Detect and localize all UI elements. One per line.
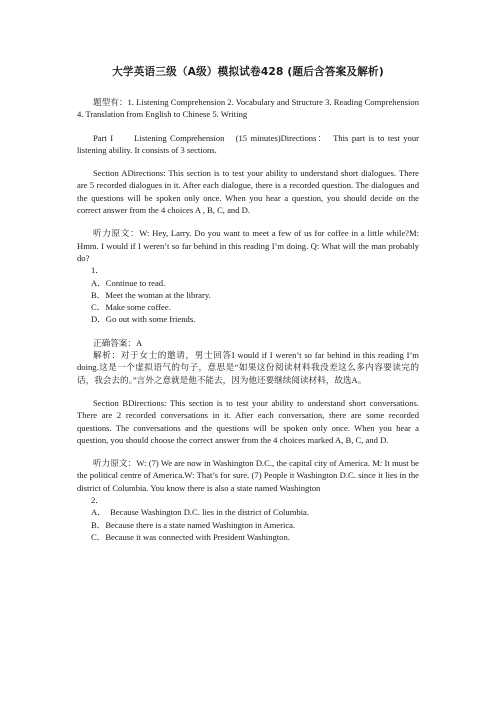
question-types-intro: 题型有：1. Listening Comprehension 2. Vocabulary and Structure 3. Reading Comprehension 4. Translation from English to Chinese 5. Writing xyxy=(77,97,419,120)
question-2-number: 2． xyxy=(91,495,104,506)
page-title: 大学英语三级（A级）模拟试卷428 (题后含答案及解析) xyxy=(112,66,384,78)
part-one-directions: Part I Listening Comprehension (15 minutes)Directions： This part is to test your listening ability. It consists of 3 sections. xyxy=(77,132,419,155)
question-1-option-c: C．Make some coffee. xyxy=(91,302,171,313)
question-1-answer: 正确答案：A xyxy=(93,337,143,348)
document-body xyxy=(77,96,419,543)
question-1-option-b: B．Meet the woman at the library. xyxy=(91,289,211,300)
question-1-option-a: A．Continue to read. xyxy=(91,277,166,288)
section-a-directions: Section ADirections: This section is to test your ability to understand short dialogues. There are 5 recorded dialogues in it. After each dialogue, there is a recorded question. The dialogues and the questions will be spoken only once. When you hear a question, you should decide on the correct answer from the 4 choices A , B, C, and D. xyxy=(77,168,419,216)
question-1-explanation: 解析：对于女士的邀请，男士回答I would if I weren’t so far behind in this reading I’m doing.这是一个虚拟语气的句子，意思是“如果这份阅读材料我没差这么多内容要读完的话，我会去的。”言外之意就是他不能去，因为他还要继续阅读材料，故选A。 xyxy=(77,350,419,385)
question-2-option-c: C．Because it was connected with President Washington. xyxy=(91,531,290,542)
question-2-transcript: 听力原文：W: (7) We are now in Washington D.C., the capital city of America. M: It must be the political centre of America.W: That’s for sure. (7) People it Washington D.C. since it lies in the district of Columbia. You know there is also a state named Washington xyxy=(77,458,419,493)
question-2-option-a: A． Because Washington D.C. lies in the district of Columbia. xyxy=(91,507,310,518)
section-b-directions: Section BDirections: This section is to test your ability to understand short conversations. There are 2 recorded conversations in it. After each conversation, there are some recorded questions. The conversations and the questions will be spoken only once. When you hear a question, you should choose the correct answer from the 4 choices marked A, B, C, and D. xyxy=(77,397,419,445)
question-1-option-d: D．Go out with some friends. xyxy=(91,314,196,325)
question-2-option-b: B．Because there is a state named Washington in America. xyxy=(91,519,296,530)
question-1-transcript: 听力原文：W: Hey, Larry. Do you want to meet a few of us for coffee in a little while?M: Hmm. I would if I weren’t so far behind in this reading I’m doing. Q: What will the man probably do? xyxy=(77,228,419,263)
question-1-number: 1． xyxy=(91,265,104,276)
